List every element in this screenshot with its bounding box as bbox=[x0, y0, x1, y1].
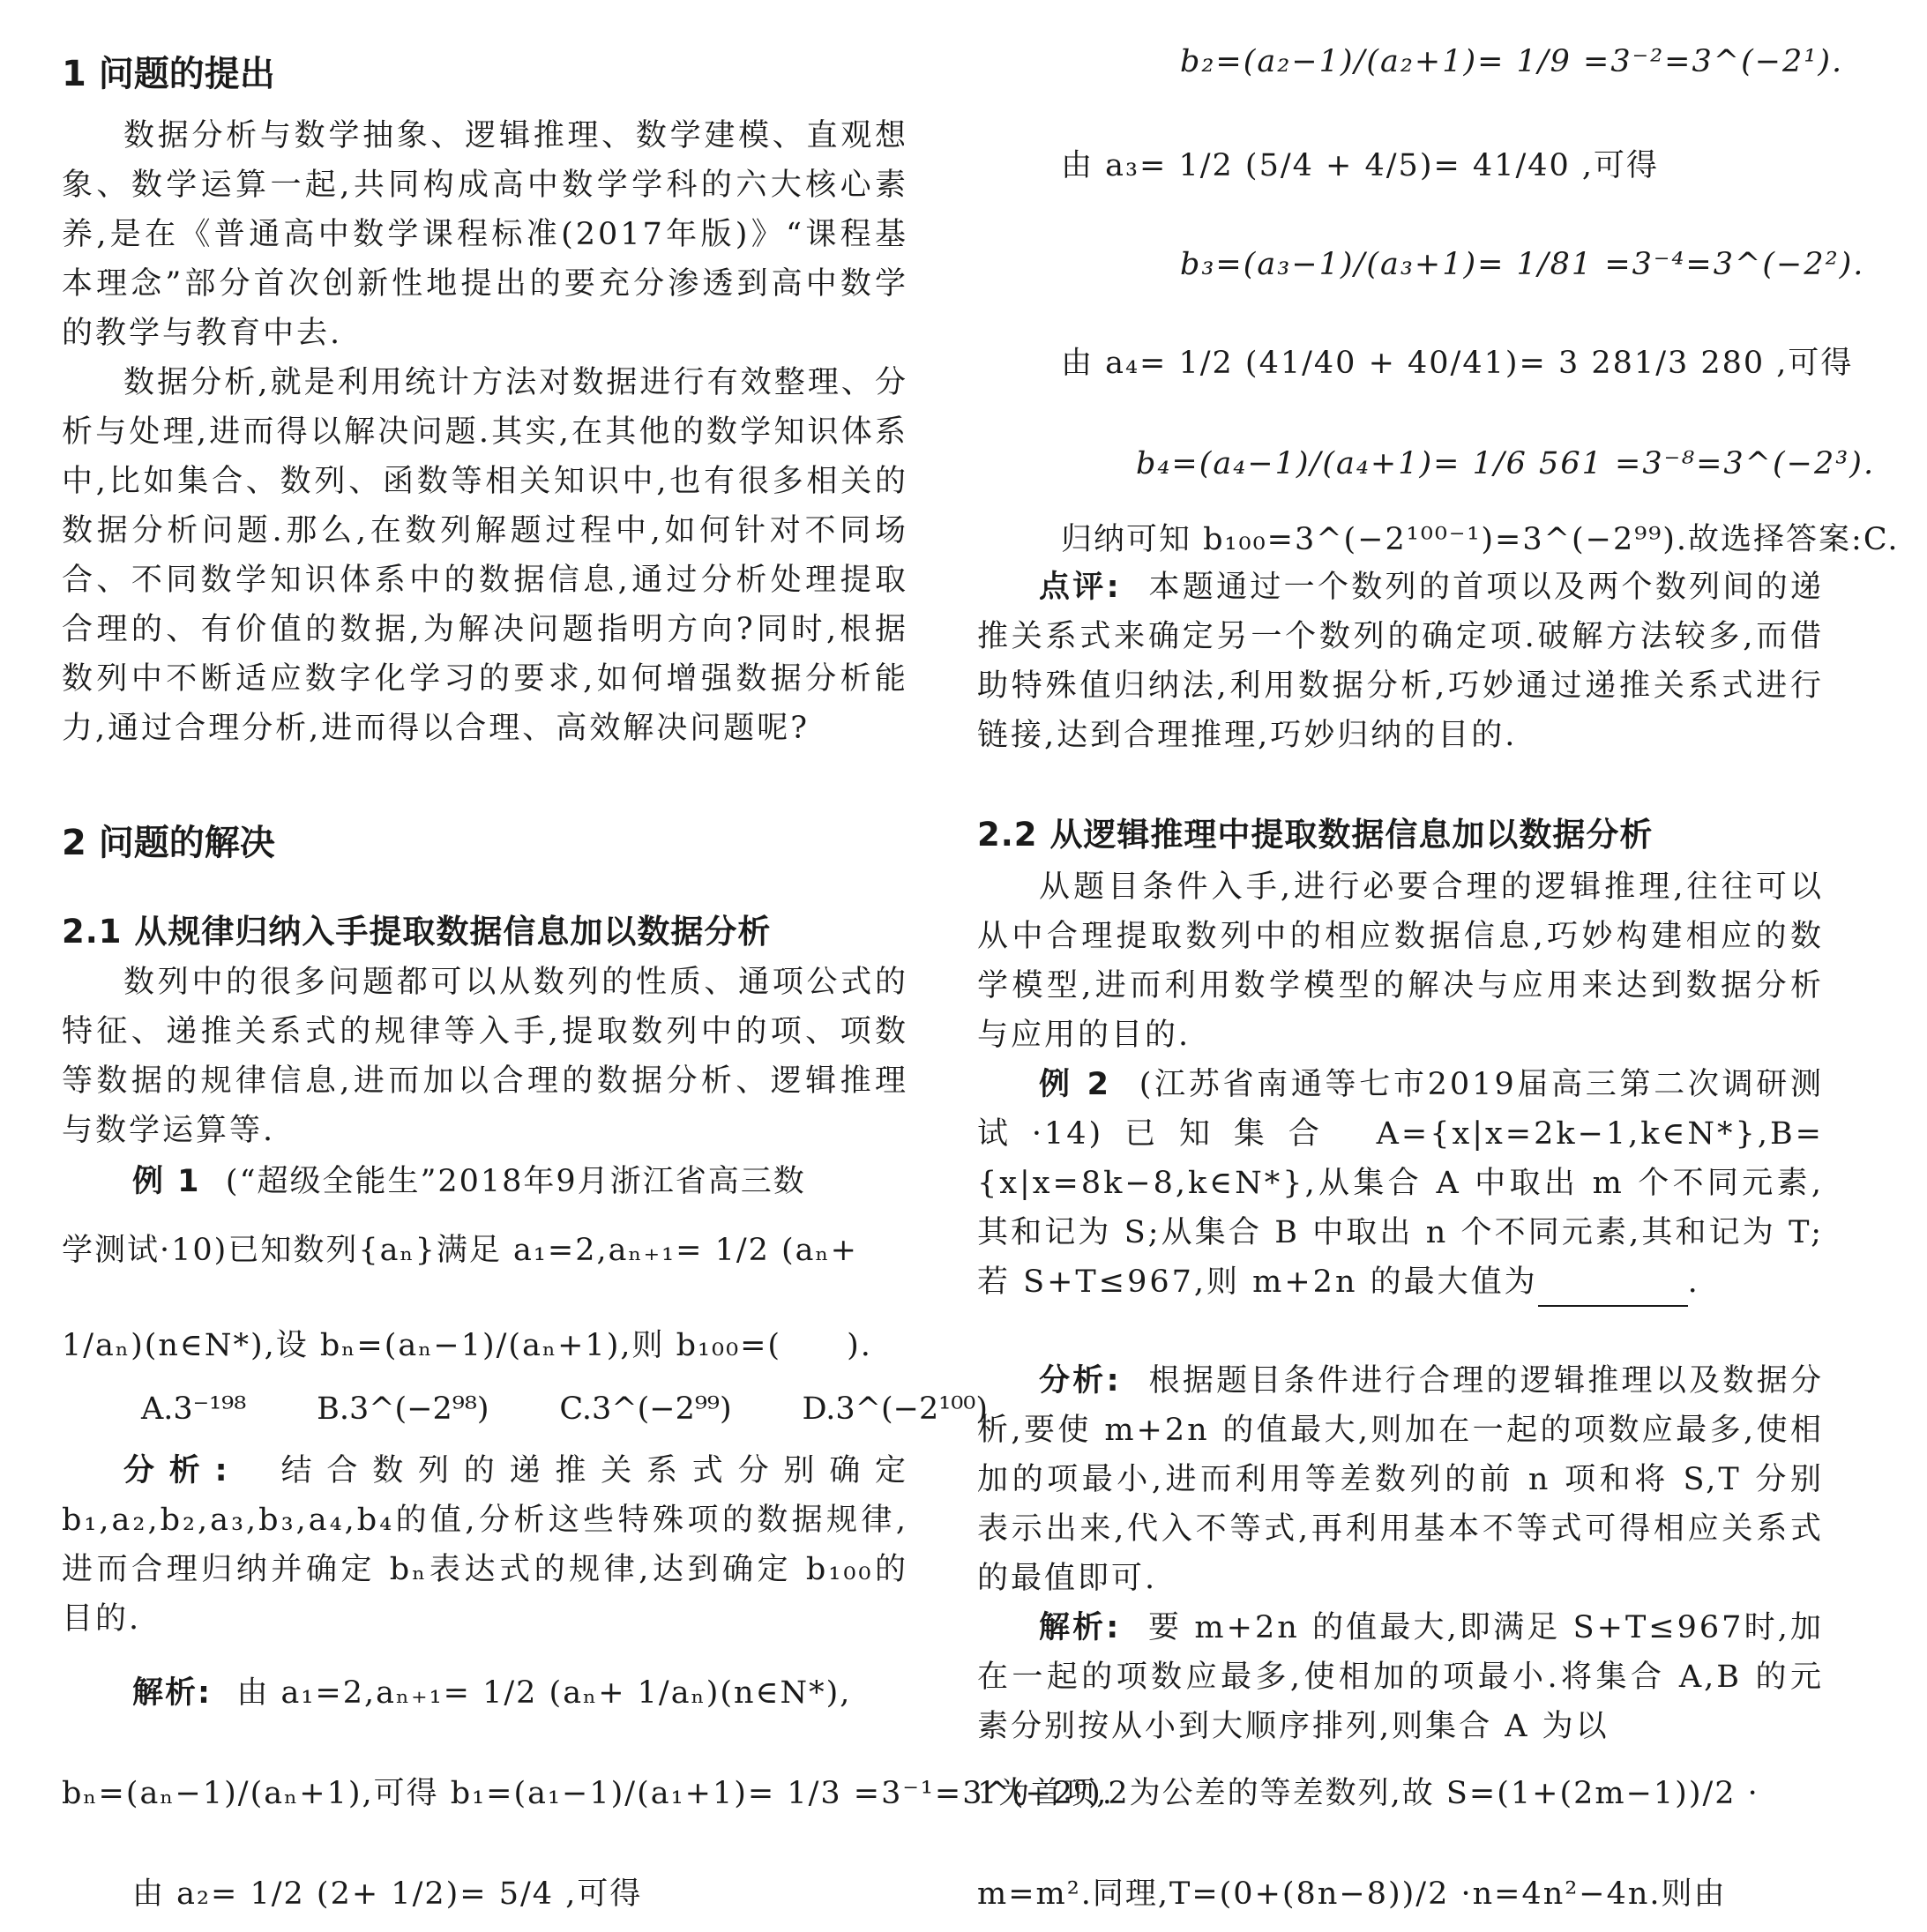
choice-c: C.3^(−2⁹⁹) bbox=[559, 1391, 732, 1427]
example-1-line-2: 学测试·10)已知数列{aₙ}满足 a₁=2,aₙ₊₁= 1/2 (aₙ+ bbox=[62, 1233, 859, 1268]
equation-b2: b₂=(a₂−1)/(a₂+1)= 1/9 =3⁻²=3^(−2¹). bbox=[1180, 44, 1844, 79]
section-2-1-title: 2.1 从规律归纳入手提取数据信息加以数据分析 bbox=[62, 913, 772, 951]
example-2-end: . bbox=[1687, 1264, 1700, 1300]
solution-2-text: 要 m+2n 的值最大,即满足 S+T≤967时,加在一起的项数应最多,使相加的项最小.将集合 A,B 的元素分别按从小到大顺序排列,则集合 A 为以 bbox=[977, 1610, 1825, 1744]
analysis-2-text: 根据题目条件进行合理的逻辑推理以及数据分析,要使 m+2n 的值最大,则加在一起的项数应最多,使相加的项最小,进而利用等差数列的前 n 项和将 S,T 分别表示出来,代入不等式,再利用基本不等式可得相应关系式的最值即可. bbox=[977, 1363, 1824, 1596]
example-2-analysis bbox=[977, 1356, 1824, 1603]
induction-line: 归纳可知 b₁₀₀=3^(−2¹⁰⁰⁻¹)=3^(−2⁹⁹).故选择答案:C. bbox=[1061, 522, 1900, 557]
example-1-source: (“超级全能生”2018年9月浙江省高三数 bbox=[225, 1164, 806, 1199]
example-1-choices bbox=[62, 1391, 997, 1427]
section-2-title: 2 问题的解决 bbox=[62, 823, 275, 863]
choice-d: D.3^(−2¹⁰⁰) bbox=[802, 1391, 988, 1427]
example-1-analysis bbox=[62, 1446, 908, 1644]
example-2-label: 例 2 bbox=[1039, 1067, 1111, 1102]
example-1-label: 例 1 bbox=[132, 1164, 201, 1199]
section-1-paragraph-1: 数据分析与数学抽象、逻辑推理、数学建模、直观想象、数学运算一起,共同构成高中数学学科的六大核心素养,是在《普通高中数学课程标准(2017年版)》“课程基本理念”部分首次创新性地提出的要充分渗透到高中数学的教学与教育中去. bbox=[62, 118, 908, 351]
section-2-2-title: 2.2 从逻辑推理中提取数据信息加以数据分析 bbox=[977, 816, 1654, 854]
example-2-text: (江苏省南通等七市2019届高三第二次调研测试·14)已知集合 A={x|x=2k−1,k∈N*},B={x|x=8k−8,k∈N*},从集合 A 中取出 m 个不同元素,其和记为 S;从集合 B 中取出 n 个不同元素,其和记为 T;若 S+T≤967,则 m+2n 的最大值为 bbox=[977, 1067, 1824, 1300]
solution-line-2: bₙ=(aₙ−1)/(aₙ+1),可得 b₁=(a₁−1)/(a₁+1)= 1/3 =3⁻¹=3^(−2⁰). bbox=[62, 1776, 1114, 1811]
equation-b3: b₃=(a₃−1)/(a₃+1)= 1/81 =3⁻⁴=3^(−2²). bbox=[1180, 247, 1865, 282]
section-2-2-paragraph: 从题目条件入手,进行必要合理的逻辑推理,往往可以从中合理提取数列中的相应数据信息,巧妙构建相应的数学模型,进而利用数学模型的解决与应用来达到数据分析与应用的目的. bbox=[977, 869, 1824, 1053]
solution-line-1 bbox=[62, 1668, 908, 1718]
comment-paragraph bbox=[977, 563, 1824, 760]
example-2-paragraph bbox=[977, 1060, 1824, 1307]
solution-line-3: 由 a₂= 1/2 (2+ 1/2)= 5/4 ,可得 bbox=[132, 1876, 643, 1912]
example-2-solution bbox=[977, 1603, 1824, 1751]
equation-a4: 由 a₄= 1/2 (41/40 + 40/41)= 3 281/3 280 ,可得 bbox=[1061, 346, 1854, 381]
section-1-paragraph-2: 数据分析,就是利用统计方法对数据进行有效整理、分析与处理,进而得以解决问题.其实,在其他的数学知识体系中,比如集合、数列、函数等相关知识中,也有很多相关的数据分析问题.那么,在数列解题过程中,如何针对不同场合、不同数学知识体系中的数据信息,通过分析处理提取合理的、有价值的数据,为解决问题指明方向?同时,根据数列中不断适应数字化学习的要求,如何增强数据分析能力,通过合理分析,进而得以合理、高效解决问题呢? bbox=[62, 365, 908, 746]
solution-2-line-5: m=m².同理,T=(0+(8n−8))/2 ·n=4n²−4n.则由 bbox=[977, 1876, 1727, 1912]
example-1-line-1 bbox=[62, 1157, 908, 1206]
solution-label: 解析: bbox=[132, 1675, 212, 1711]
comment-text: 本题通过一个数列的首项以及两个数列间的递推关系式来确定另一个数列的确定项.破解方法较多,而借助特殊值归纳法,利用数据分析,巧妙通过递推关系式进行链接,达到合理推理,巧妙归纳的目的. bbox=[977, 570, 1824, 753]
example-1-line-3: 1/aₙ)(n∈N*),设 bₙ=(aₙ−1)/(aₙ+1),则 b₁₀₀=( ). bbox=[62, 1328, 872, 1363]
answer-blank[interactable] bbox=[1538, 1270, 1688, 1307]
solution-line-1-text: 由 a₁=2,aₙ₊₁= 1/2 (aₙ+ 1/aₙ)(n∈N*), bbox=[236, 1675, 852, 1711]
analysis-2-label: 分析: bbox=[1039, 1363, 1122, 1399]
choice-a: A.3⁻¹⁹⁸ bbox=[141, 1391, 247, 1427]
analysis-text: 结合数列的递推关系式分别确定 b₁,a₂,b₂,a₃,b₃,a₄,b₄的值,分析这些特殊项的数据规律,进而合理归纳并确定 bₙ表达式的规律,达到确定 b₁₀₀的目的. bbox=[62, 1453, 909, 1637]
choice-b: B.3^(−2⁹⁸) bbox=[317, 1391, 489, 1427]
equation-b4: b₄=(a₄−1)/(a₄+1)= 1/6 561 =3⁻⁸=3^(−2³). bbox=[1136, 446, 1876, 481]
solution-2-label: 解析: bbox=[1039, 1610, 1122, 1645]
section-1-title: 1 问题的提出 bbox=[62, 54, 275, 94]
comment-label: 点评: bbox=[1039, 570, 1122, 605]
equation-a3: 由 a₃= 1/2 (5/4 + 4/5)= 41/40 ,可得 bbox=[1061, 148, 1660, 183]
analysis-label: 分析: bbox=[123, 1453, 230, 1488]
section-2-1-paragraph: 数列中的很多问题都可以从数列的性质、通项公式的特征、递推关系式的规律等入手,提取数列中的项、项数等数据的规律信息,进而加以合理的数据分析、逻辑推理与数学运算等. bbox=[62, 965, 908, 1148]
solution-2-line-4: 1为首项,2为公差的等差数列,故 S=(1+(2m−1))/2 · bbox=[977, 1776, 1759, 1811]
